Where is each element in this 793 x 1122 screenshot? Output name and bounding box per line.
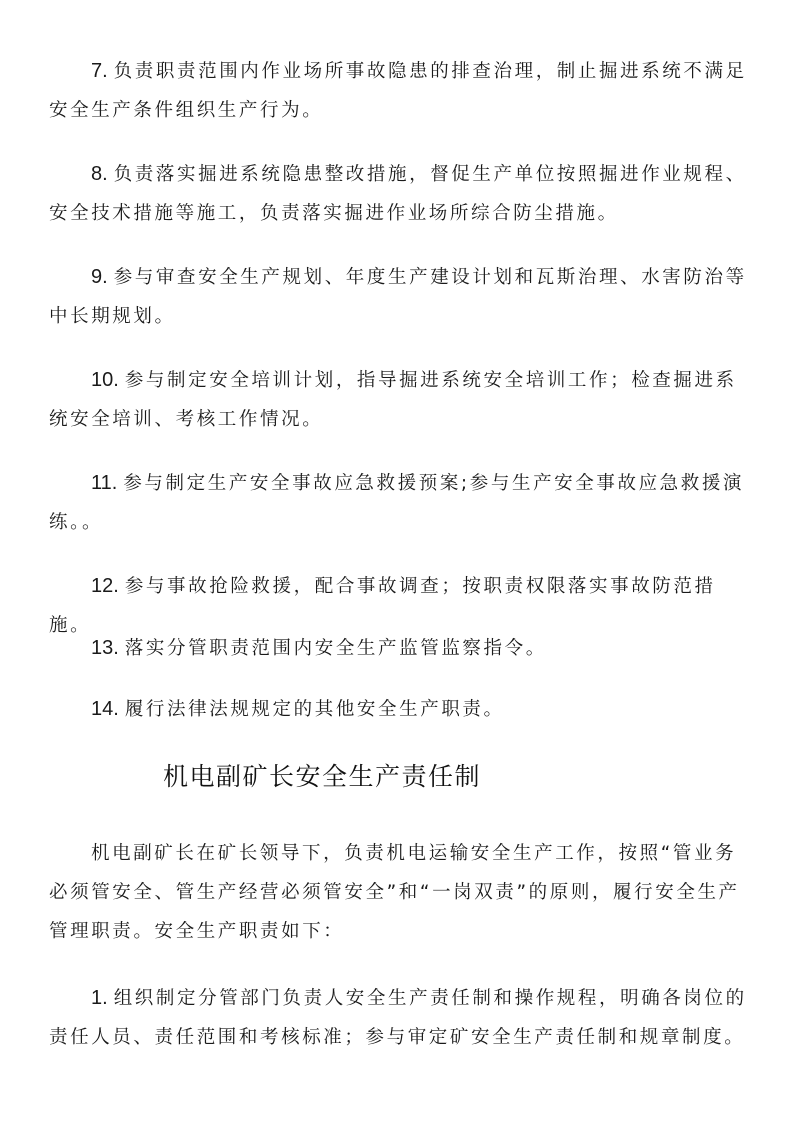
- list-item: [49, 629, 749, 668]
- item-text: 参与事故抢险救援，配合事故调查；按职责权限落实事故防范措施。: [49, 576, 716, 636]
- intro-paragraph: 机电副矿长在矿长领导下，负责机电运输安全生产工作，按照“管业务必须管安全、管生产经营必须管安全”和“一岗双责”的原则，履行安全生产管理职责。安全生产职责如下：: [49, 843, 740, 942]
- list-item: [49, 155, 749, 233]
- item-number: 10.: [91, 369, 119, 391]
- list-item: [49, 361, 749, 439]
- list-item: [49, 464, 749, 542]
- item-text: 负责落实掘进系统隐患整改措施，督促生产单位按照掘进作业规程、安全技术措施等施工，负责落实掘进作业场所综合防尘措施。: [49, 164, 747, 224]
- item-text: 落实分管职责范围内安全生产监管监察指令。: [124, 638, 547, 659]
- item-number: 9.: [91, 266, 108, 288]
- item-number: 1.: [91, 987, 108, 1009]
- item-number: 13.: [91, 637, 119, 659]
- item-text: 组织制定分管部门负责人安全生产责任制和操作规程，明确各岗位的责任人员、责任范围和考核标准；参与审定矿安全生产责任制和规章制度。: [49, 988, 747, 1048]
- item-text: 负责职责范围内作业场所事故隐患的排查治理，制止掘进系统不满足安全生产条件组织生产行为。: [49, 61, 747, 121]
- item-number: 14.: [91, 698, 119, 720]
- section-title: 机电副矿长安全生产责任制: [163, 762, 482, 791]
- item-number: 7.: [91, 60, 108, 82]
- list-item: [49, 979, 749, 1057]
- item-number: 8.: [91, 163, 108, 185]
- item-text: 参与审查安全生产规划、年度生产建设计划和瓦斯治理、水害防治等中长期规划。: [49, 267, 747, 327]
- list-item: [49, 258, 749, 336]
- list-item: [49, 690, 749, 729]
- list-item: [49, 52, 749, 130]
- item-text: 参与制定安全培训计划，指导掘进系统安全培训工作；检查掘进系统安全培训、考核工作情况。: [49, 370, 737, 430]
- item-text: 履行法律法规规定的其他安全生产职责。: [124, 699, 505, 720]
- item-text: 参与制定生产安全事故应急救援预案;参与生产安全事故应急救援演练。。: [49, 473, 745, 533]
- item-number: 11.: [91, 472, 118, 494]
- item-number: 12.: [91, 575, 119, 597]
